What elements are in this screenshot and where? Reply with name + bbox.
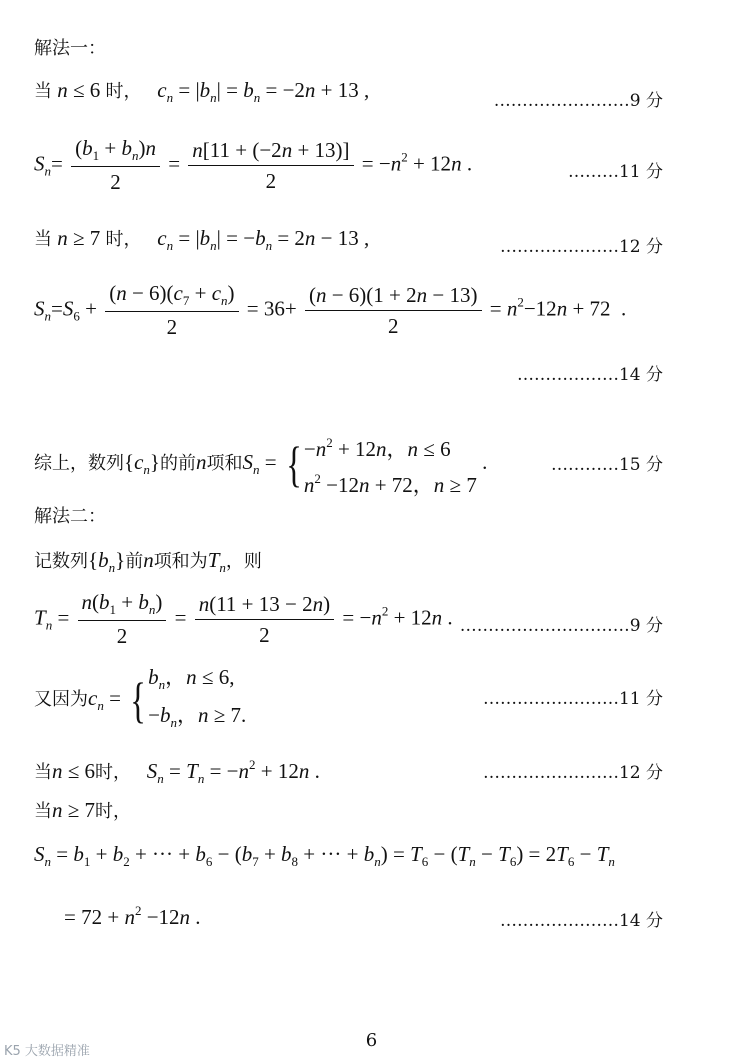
points-15: …………15 分: [550, 455, 663, 475]
solution1-line1: 当 n ≤ 6 时， $c_n = |b_n| = b_n = -2n + 13$ ,: [34, 78, 370, 105]
solution2-S-formula: $S_n = b_1 + b_2$ + ··· + $b_6 - (b_7 + b_8$ + ··· + $b_n) = T_6 - (T_n - T_6) = 2T_6 - T_n$: [34, 842, 615, 869]
solution1-line3: 当 n ≥ 7 时， $c_n = |b_n| = -b_n = 2n - 13$ ,: [34, 226, 370, 253]
watermark-logo: K5 大数据精准: [4, 1044, 90, 1059]
points-11b: ……………………11 分: [482, 689, 663, 709]
solution2-case1: 当n ≤ 6时， $S_n = T_n = -n^2 + 12n$ .: [34, 757, 320, 786]
points-12b: ……………………12 分: [482, 763, 663, 783]
solution1-sum-formula: $S_n=$ $\frac{(b_1 + b_n)n}{2}$ = $\frac{n[11 + (-2n + 13)]}{2}$ = $-n^2 + 12n$ .: [34, 136, 473, 194]
points-12: …………………12 分: [499, 237, 663, 257]
solution2-S-result: = $72 + n^2 -12n$ .: [64, 903, 201, 929]
solution1-title: 解法一：: [34, 38, 106, 59]
points-9: ……………………9 分: [493, 91, 663, 111]
solution2-case2: 当n ≥ 7时，: [34, 798, 132, 822]
solution1-sum-formula-2: $S_n=S_6$ + $\frac{(n - 6)(c_7 + c_n)}{2}$ = 36+ $\frac{(n - 6)(1 + 2n - 13)}{2}$ = $n^2-12n + 72$ .: [34, 281, 627, 339]
solution2-title: 解法二：: [34, 506, 106, 527]
points-14b: …………………14 分: [499, 911, 663, 931]
page-number: 6: [365, 1030, 378, 1051]
points-14: ………………14 分: [516, 365, 663, 385]
solution2-T-formula: $T_n$ = $\frac{n(b_1 + b_n)}{2}$ = $\frac{n(11 + 13 - 2n)}{2}$ = $-n^2 + 12n$ .: [34, 590, 453, 648]
points-9b: …………………………9 分: [459, 616, 663, 636]
points-11: ………11 分: [567, 162, 663, 182]
solution1-summary: 综上，数列$\{c_n\}$的前n项和$S_n$ = { $-n^2 + 12n$，n ≤ 6 $n^2 -12n + 72$，n ≥ 7 .: [34, 435, 488, 497]
solution2-intro: 记数列$\{b_n\}$前n项和为$T_n$，则: [34, 548, 262, 575]
solution2-cases: 又因为$c_n$ = { $b_n$，n ≤ 6, $-b_n$，n ≥ 7.: [34, 665, 247, 730]
